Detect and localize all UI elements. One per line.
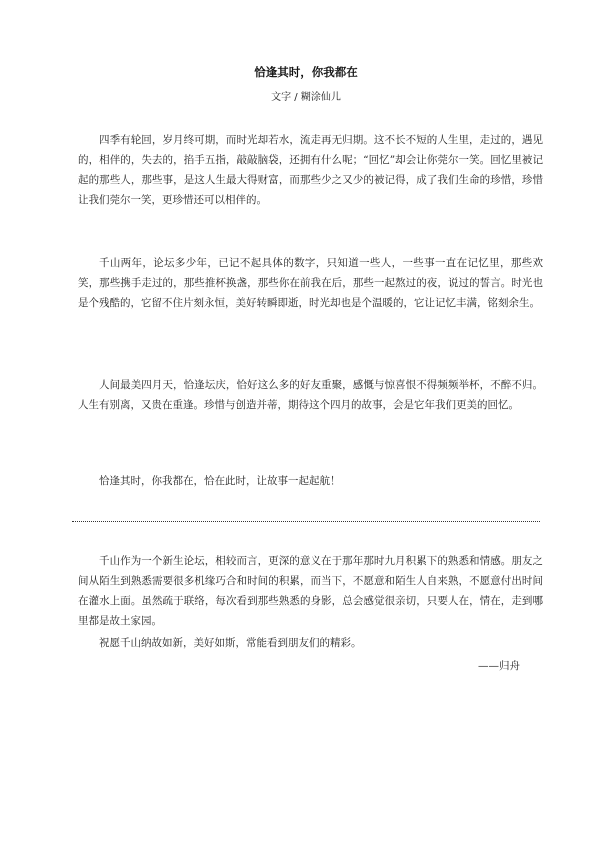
paragraph-text: 人间最美四月天，恰逢坛庆，恰好这么多的好友重聚，感慨与惊喜恨不得频频举杯，不醉不归。人生有别离，又贵在重逢。珍惜与创造并蒂，期待这个四月的故事，会是它年我们更美的回忆。 (78, 379, 543, 411)
paragraph-text: 千山作为一个新生论坛，相较而言，更深的意义在于那年那时九月积累下的熟悉和情感。朋友之间从陌生到熟悉需要很多机缘巧合和时间的积累，而当下，不愿意和陌生人自来熟，不愿意付出时间在灌水上面。虽然疏于联络，每次看到那些熟悉的身影，总会感觉很亲切，只要人在，情在，走到哪里都是故土家园。 (78, 555, 543, 627)
paragraph-text: 千山两年，论坛多少年，已记不起具体的数字，只知道一些人，一些事一直在记忆里，那些欢笑，那些携手走过的，那些推杯换盏，那些你在前我在后，那些一起熬过的夜，说过的誓言。时光也是个残酷的，它留不住片刻永恒，美好转瞬即逝，时光却也是个温暖的，它让记忆丰满，铭刻余生。 (78, 257, 543, 309)
reply-paragraph-1 (78, 551, 543, 631)
article-paragraph-1 (78, 130, 543, 210)
paragraph-text: 恰逢其时，你我都在，恰在此时，让故事一起起航！ (99, 475, 341, 487)
article-byline: 文字 / 糊涂仙儿 (271, 92, 341, 103)
dotted-divider (72, 521, 540, 522)
article-paragraph-2 (78, 253, 543, 313)
reply-paragraph-2 (78, 633, 543, 653)
paragraph-text: 四季有轮回，岁月终可期，而时光却若水，流走再无归期。这不长不短的人生里，走过的，遇见的，相伴的，失去的，掐手五指，敲敲脑袋，还拥有什么呢；“回忆”却会让你莞尔一笑。回忆里被记起的那些人，那些事，是这人生最大得财富，而那些少之又少的被记得，成了我们生命的珍惜，珍惜让我们莞尔一笑，更珍惜还可以相伴的。 (78, 134, 543, 206)
article-title: 恰逢其时，你我都在 (254, 65, 358, 79)
article-paragraph-3 (78, 375, 543, 415)
reply-signature: ——归舟 (478, 660, 520, 672)
paragraph-text: 祝愿千山纳故如新，美好如斯，常能看到朋友们的精彩。 (99, 637, 362, 649)
article-paragraph-4 (78, 471, 543, 491)
